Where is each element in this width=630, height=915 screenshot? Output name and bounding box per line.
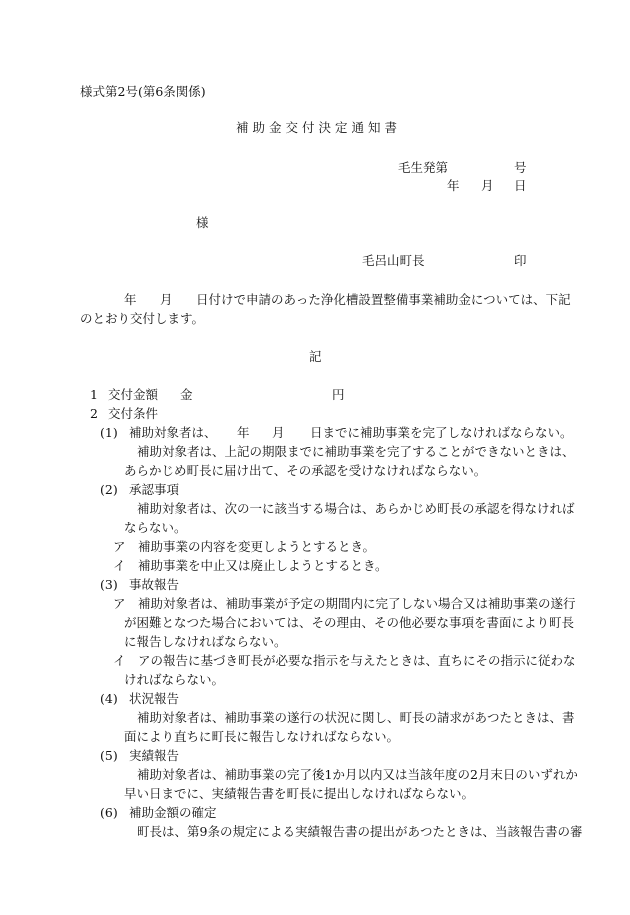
condition4-line2: 面により直ちに町長に報告しなければならない。 [124, 729, 400, 744]
condition3-item-a-line1: ア 補助対象者は、補助事業が予定の期間内に完了しない場合又は補助事業の遂行 [113, 596, 576, 611]
item2-number: 2 [90, 406, 98, 421]
seal-mark: 印 [514, 253, 527, 268]
condition1-line3: あらかじめ町長に届け出て、その承認を受けなければならない。 [124, 463, 487, 478]
date-day: 日 [514, 178, 527, 193]
item1-label: 交付金額 [108, 387, 159, 402]
condition6-line1: 町長は、第9条の規定による実績報告書の提出があつたときは、当該報告書の審 [137, 824, 583, 839]
condition3-number: (3) [100, 577, 118, 592]
condition5-title: 実績報告 [129, 748, 180, 763]
condition4-line1: 補助対象者は、補助事業の遂行の状況に関し、町長の請求があつたときは、書 [137, 710, 575, 725]
issuer-name: 毛呂山町長 [362, 253, 425, 268]
condition5-line2: 早い日までに、実績報告書を町長に提出しなければならない。 [124, 786, 475, 801]
item2-label: 交付条件 [108, 406, 159, 421]
condition1-month: 月 [272, 425, 285, 440]
condition2-item-a: ア 補助事業の内容を変更しようとするとき。 [113, 539, 376, 554]
condition3-title: 事故報告 [129, 577, 180, 592]
addressee-suffix: 様 [196, 215, 209, 230]
condition5-line1: 補助対象者は、補助事業の完了後1か月以内又は当該年度の2月末日のいずれか [137, 767, 578, 782]
condition6-number: (6) [100, 805, 118, 820]
condition1-line2: 補助対象者は、上記の期限までに補助事業を完了することができないときは、 [137, 444, 575, 459]
intro-year: 年 [124, 292, 137, 307]
condition3-item-a-line2: が困難となつた場合においては、その理由、その他必要な事項を書面により町長 [124, 615, 575, 630]
date-year: 年 [447, 178, 460, 193]
condition4-title: 状況報告 [129, 691, 180, 706]
condition1-text-b: 日までに補助事業を完了しなければならない。 [310, 425, 573, 440]
document-number-suffix: 号 [514, 160, 527, 175]
intro-text-line2: のとおり交付します。 [80, 311, 205, 326]
ki-heading: 記 [309, 349, 322, 364]
condition2-title: 承認事項 [129, 482, 180, 497]
condition2-item-i: イ 補助事業を中止又は廃止しようとするとき。 [113, 558, 388, 573]
intro-text: 日付けで申請のあった浄化槽設置整備事業補助金については、下記 [196, 292, 571, 307]
condition3-item-i-line1: イ アの報告に基づき町長が必要な指示を与えたときは、直ちにその指示に従わな [113, 653, 576, 668]
condition3-item-a-line3: に報告しなければならない。 [124, 634, 287, 649]
document-number-prefix: 毛生発第 [398, 160, 449, 175]
condition1-text-a: 補助対象者は、 [129, 425, 217, 440]
form-label: 様式第2号(第6条関係) [80, 84, 206, 99]
condition1-number: (1) [100, 425, 118, 440]
condition1-year: 年 [237, 425, 250, 440]
item1-kin: 金 [180, 387, 193, 402]
condition2-line2: ならない。 [124, 520, 187, 535]
condition2-line1: 補助対象者は、次の一に該当する場合は、あらかじめ町長の承認を得なければ [137, 501, 575, 516]
condition2-number: (2) [100, 482, 118, 497]
condition3-item-i-line2: ければならない。 [124, 672, 225, 687]
item1-number: 1 [90, 387, 98, 402]
condition6-title: 補助金額の確定 [129, 805, 217, 820]
item1-yen: 円 [332, 387, 345, 402]
intro-month: 月 [160, 292, 173, 307]
document-title: 補助金交付決定通知書 [236, 120, 402, 135]
condition4-number: (4) [100, 691, 118, 706]
date-month: 月 [481, 178, 494, 193]
condition5-number: (5) [100, 748, 118, 763]
